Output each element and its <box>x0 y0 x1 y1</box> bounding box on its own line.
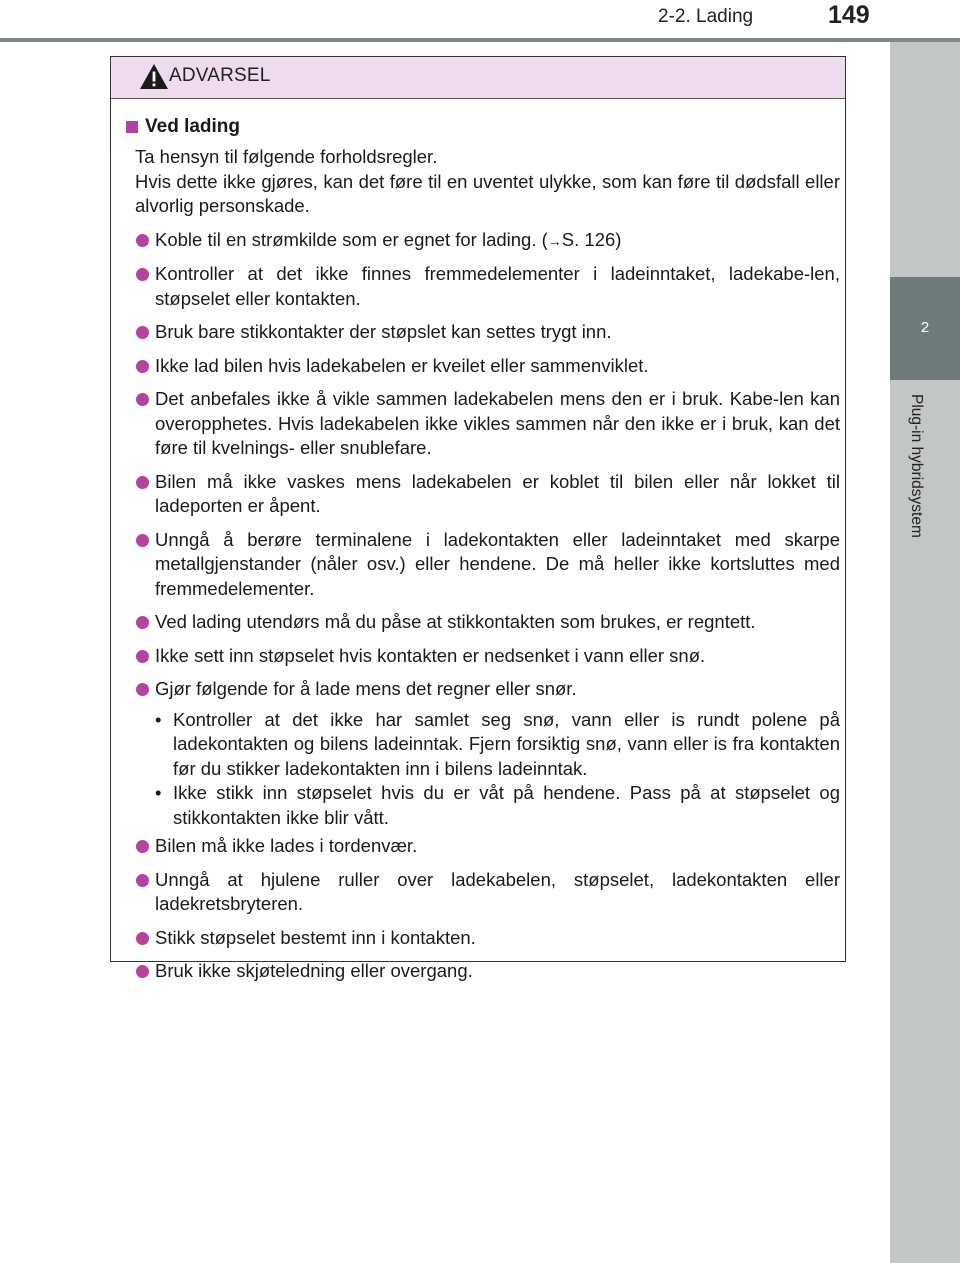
header-rule <box>0 38 960 42</box>
list-item: Koble til en strømkilde som er egnet for lading. (→S. 126) <box>125 228 840 254</box>
list-item: Bilen må ikke vaskes mens ladekabelen er koblet til bilen eller når lokket til ladeporten er åpent. <box>125 470 840 519</box>
warning-content <box>125 113 840 984</box>
round-bullet-icon <box>136 268 149 281</box>
list-item: Ikke lad bilen hvis ladekabelen er kveilet eller sammenviklet. <box>125 354 840 379</box>
list-item: Unngå å berøre terminalene i ladekontakten eller ladeinntaket med skarpe metallgjenstander (nåler osv.) eller hendene. De må heller ikke kortsluttes med fremmedelementer. <box>125 528 840 602</box>
sub-list-item: • Kontroller at det ikke har samlet seg snø, vann eller is rundt polene på ladekontakten og bilens ladeinntak. Fjern forsiktig snø, vann eller is fra kontakten før du stikker ladekontakten inn i bilens ladeinntak. <box>155 708 840 779</box>
list-item: Stikk støpselet bestemt inn i kontakten. <box>125 926 840 951</box>
section-heading <box>125 113 840 141</box>
intro-line-2: Hvis dette ikke gjøres, kan det føre til en uventet ulykke, som kan føre til dødsfall eller alvorlig personskade. <box>135 170 840 216</box>
side-tab-label: Plug-in hybridsystem <box>908 394 925 538</box>
square-bullet-icon <box>126 121 138 133</box>
round-bullet-icon <box>136 932 149 945</box>
page-reference-link[interactable]: S. 126) <box>561 228 622 250</box>
page-number: 149 <box>828 1 870 29</box>
round-bullet-icon <box>136 965 149 978</box>
small-bullet-icon: • <box>155 708 162 730</box>
list-item: Kontroller at det ikke finnes fremmedelementer i ladeinntaket, ladekabe-len, støpselet eller kontakten. <box>125 262 840 311</box>
list-item: Bruk ikke skjøteledning eller overgang. <box>125 959 840 984</box>
warning-box <box>110 56 846 981</box>
arrow-right-icon: → <box>547 232 562 249</box>
list-item: Unngå at hjulene ruller over ladekabelen, støpselet, ladekontakten eller ladekretsbryteren. <box>125 868 840 917</box>
warning-title: ADVARSEL <box>169 65 271 86</box>
header-section-title: 2-2. Lading <box>658 6 754 27</box>
small-bullet-icon: • <box>155 782 162 803</box>
list-item: Gjør følgende for å lade mens det regner eller snør. <box>125 677 840 702</box>
list-item: Det anbefales ikke å vikle sammen ladekabelen mens den er i bruk. Kabe-len kan overopphetes. Hvis ladekabelen ikke vikles sammen når den ikke er i bruk, kan det føre til kvelnings- eller snublefare. <box>125 387 840 461</box>
sub-list <box>125 708 840 831</box>
round-bullet-icon <box>136 534 149 547</box>
round-bullet-icon <box>136 840 149 853</box>
list-item: Ikke sett inn støpselet hvis kontakten er nedsenket i vann eller snø. <box>125 644 840 669</box>
round-bullet-icon <box>136 360 149 373</box>
round-bullet-icon <box>136 326 149 339</box>
side-tab-upper <box>890 42 960 277</box>
round-bullet-icon <box>136 476 149 489</box>
intro-line-1: Ta hensyn til følgende forholdsregler. <box>135 146 438 167</box>
round-bullet-icon <box>136 650 149 663</box>
section-title: Ved lading <box>145 116 241 137</box>
list-item: Ved lading utendørs må du påse at stikkontakten som brukes, er regntett. <box>125 610 840 635</box>
warning-triangle-icon <box>139 63 169 90</box>
side-tab-chapter[interactable] <box>890 277 960 380</box>
list-item: Bruk bare stikkontakter der støpslet kan settes trygt inn. <box>125 320 840 345</box>
round-bullet-icon <box>136 683 149 696</box>
round-bullet-icon <box>136 616 149 629</box>
round-bullet-icon <box>136 393 149 406</box>
round-bullet-icon <box>136 234 149 247</box>
sub-list-item: • Ikke stikk inn støpselet hvis du er våt på hendene. Pass på at støpselet og stikkontakten ikke blir vått. <box>155 782 840 828</box>
warning-header <box>111 57 845 99</box>
round-bullet-icon <box>136 874 149 887</box>
chapter-number: 2 <box>920 319 930 336</box>
list-item: Bilen må ikke lades i tordenvær. <box>125 834 840 859</box>
side-tab-lower <box>890 380 960 1263</box>
intro-text <box>135 145 840 219</box>
